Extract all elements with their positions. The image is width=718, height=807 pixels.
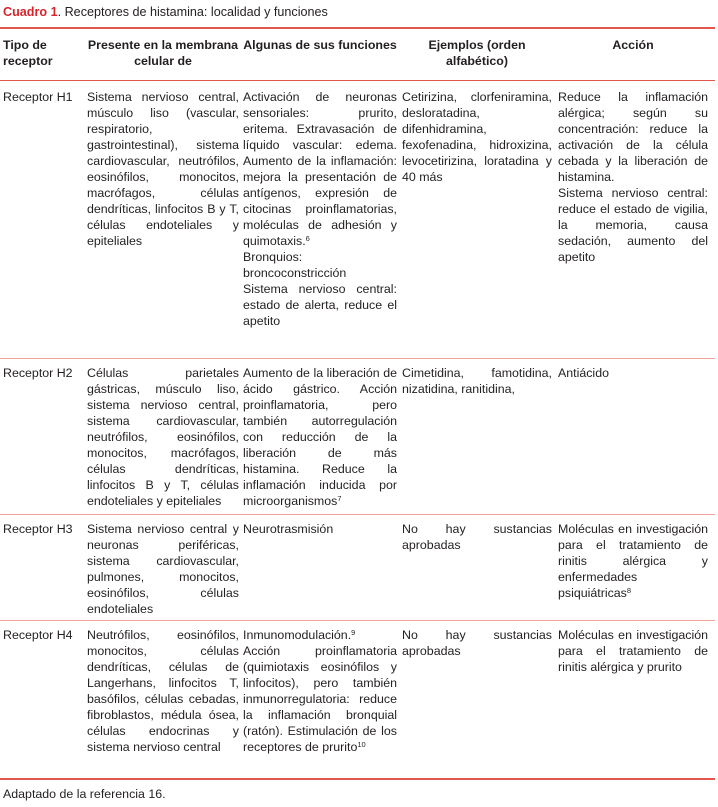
- caption-title: . Receptores de histamina: localidad y funciones: [57, 5, 328, 19]
- funcion-text: Aumento de la liberación de ácido gástrico. Acción proinflamatoria, pero también autorregulación con reducción de la liberación de más histamina. Reduce la inflamación inducida por microorganismos: [243, 366, 397, 508]
- row-type: Receptor H3: [3, 522, 73, 536]
- reference-sup: 8: [626, 586, 632, 595]
- row-funciones: [243, 365, 397, 509]
- funcion-text: Bronquios: broncoconstricción: [243, 250, 347, 280]
- row-presente: Neutrófilos, eosinófilos, monocitos, células dendríticas, células de Langerhans, linfocitos T, basófilos, células cebadas, fibroblastos, médula ósea, células endocrinas y sistema nervioso central: [87, 628, 239, 754]
- row-funciones: [243, 627, 397, 755]
- accion-text: Moléculas en investigación para el tratamiento de rinitis alérgica y enfermedades psiquiátricas: [558, 522, 708, 600]
- accion-text: Antiácido: [558, 366, 609, 380]
- accion-text: Reduce la inflamación alérgica; según su concentración: reduce la activación de la célula cebada y la liberación de histamina.: [558, 90, 708, 184]
- table-caption: [3, 3, 328, 21]
- row-divider: [0, 514, 715, 515]
- accion-text: Moléculas en investigación para el tratamiento de rinitis alérgica y prurito: [558, 628, 708, 674]
- funcion-text: Inmunomodulación.: [243, 628, 352, 642]
- bottom-rule: [0, 778, 715, 780]
- row-ejemplos: Cetirizina, clorfeniramina, desloratadina, difenhidramina, fexofenadina, hidroxizina, levocetirizina, loratadina y 40 más: [402, 90, 552, 184]
- header-accion: Acción: [612, 38, 654, 52]
- header-rule: [0, 80, 715, 81]
- row-ejemplos: No hay sustancias aprobadas: [402, 522, 552, 552]
- row-ejemplos: Cimetidina, famotidina, nizatidina, ranitidina,: [402, 366, 552, 396]
- funcion-text: Acción proinflamatoria (quimiotaxis eosinófilos y linfocitos), pero también inmunorregulatoria: reduce la inflamación bronquial (ratón). Estimulación de los receptores de prurito: [243, 644, 397, 754]
- header-tipo: Tipo de receptor: [3, 38, 53, 68]
- accion-text: Sistema nervioso central: reduce el estado de vigilia, la memoria, causa sedación, aumento del apetito: [558, 186, 708, 264]
- row-accion: [558, 89, 708, 265]
- funcion-text: Activación de neuronas sensoriales: prurito, eritema. Extravasación de líquido vascular: edema. Aumento de la inflamación: mejora la presentación de antígenos, expresión de citocinas proinflamatorias, moléculas de adhesión y quimotaxis.: [243, 90, 397, 248]
- header-presente: Presente en la membrana celular de: [87, 38, 239, 68]
- header-ejemplos: Ejemplos (orden alfabético): [428, 38, 526, 68]
- header-funciones: Algunas de sus funciones: [243, 38, 397, 52]
- row-accion: [558, 365, 708, 381]
- row-funciones: [243, 521, 397, 537]
- row-accion: [558, 627, 708, 675]
- reference-sup: 9: [351, 628, 356, 637]
- row-divider: [0, 358, 715, 359]
- funcion-text: Sistema nervioso central: estado de alerta, reduce el apetito: [243, 282, 397, 328]
- row-type: Receptor H2: [3, 366, 73, 380]
- reference-sup: 6: [305, 234, 310, 243]
- row-ejemplos: No hay sustancias aprobadas: [402, 628, 552, 658]
- table-footnote: Adaptado de la referencia 16.: [3, 787, 166, 801]
- row-presente: Sistema nervioso central, músculo liso (vascular, respiratorio, gastrointestinal), sistema cardiovascular, neutrófilos, eosinófilos, monocitos, macrófagos, células dendríticas, linfocitos B y T, células endoteliales y epiteliales: [87, 90, 239, 248]
- row-type: Receptor H4: [3, 628, 73, 642]
- row-presente: Células parietales gástricas, músculo liso, sistema nervioso central, sistema cardiovascular, neutrófilos, eosinófilos, monocitos, macrófagos, células dendríticas, linfocitos B y T, células endoteliales y epiteliales: [87, 366, 239, 508]
- reference-sup: 10: [357, 740, 366, 749]
- row-funciones: [243, 89, 397, 329]
- caption-number: Cuadro 1: [3, 5, 58, 19]
- row-presente: Sistema nervioso central y neuronas periféricas, sistema cardiovascular, pulmones, monocitos, eosinófilos, células endoteliales: [87, 522, 239, 616]
- row-type: Receptor H1: [3, 90, 73, 104]
- reference-sup: 7: [337, 494, 342, 503]
- top-rule: [0, 27, 715, 29]
- funcion-text: Neurotrasmisión: [243, 522, 334, 536]
- row-accion: [558, 521, 708, 601]
- row-divider: [0, 620, 715, 621]
